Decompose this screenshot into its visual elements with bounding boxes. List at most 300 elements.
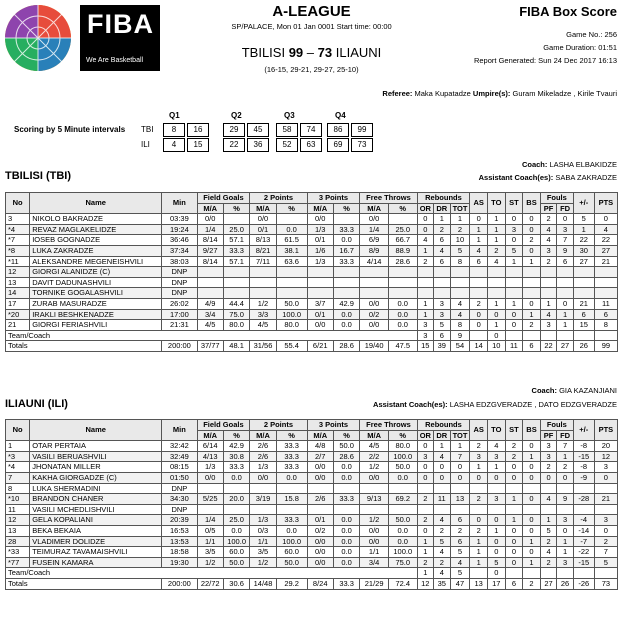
stat-cell: 33.3: [333, 224, 359, 235]
stat-cell: 7: [557, 235, 574, 246]
stat-cell: 1/3: [307, 224, 333, 235]
stat-cell: 20:39: [162, 515, 197, 526]
stat-cell: 1/1: [360, 547, 389, 558]
stat-cell: DNP: [162, 277, 197, 288]
stat-cell: 2: [434, 525, 451, 536]
stat-cell: 1: [505, 515, 523, 526]
team1-title: TBILISI (TBI): [5, 170, 71, 182]
stat-cell: [573, 288, 594, 299]
stat-cell: 0: [505, 235, 523, 246]
player-row: [6, 483, 618, 494]
stat-cell: 5: [450, 547, 470, 558]
stat-cell: 48.1: [223, 341, 249, 352]
stat-cell: 4/13: [197, 451, 223, 462]
stat-cell: 01:50: [162, 472, 197, 483]
stat-cell: 0/0: [307, 320, 333, 331]
stat-cell: 27: [594, 245, 617, 256]
stat-cell: 1/2: [360, 462, 389, 473]
scoring-cell: 69: [327, 138, 349, 152]
player-name: KAKHA GIORGADZE (C): [30, 472, 162, 483]
home-score: 99: [288, 45, 304, 60]
col-subheader: FD: [557, 203, 574, 214]
stat-cell: 2: [540, 462, 557, 473]
stat-cell: [388, 267, 417, 278]
stat-cell: 0/1: [307, 235, 333, 246]
stat-cell: 1: [470, 536, 488, 547]
stat-cell: 60.0: [223, 547, 249, 558]
stat-cell: [223, 504, 249, 515]
stat-cell: 42.9: [333, 298, 359, 309]
stat-cell: [505, 267, 523, 278]
umpires-label: Umpire(s):: [472, 89, 511, 98]
player-row: [6, 224, 618, 235]
scoring-cell: 63: [300, 138, 322, 152]
stat-cell: 1: [470, 547, 488, 558]
stat-cell: 30.8: [223, 451, 249, 462]
assistant-coach-label: Assistant Coach(es):: [373, 400, 448, 409]
col-subheader: M/A: [307, 203, 333, 214]
stat-cell: 8/9: [360, 245, 389, 256]
stat-cell: 21/29: [360, 578, 389, 589]
stat-cell: [540, 568, 557, 579]
stat-cell: [434, 267, 451, 278]
stat-cell: [540, 504, 557, 515]
stat-cell: 0: [523, 441, 541, 452]
stat-cell: [417, 504, 434, 515]
stat-cell: 9/13: [360, 494, 389, 505]
stat-cell: 0: [487, 536, 505, 547]
scoring-team-abbr: TBI: [141, 125, 154, 134]
competition-title: A-LEAGUE: [272, 3, 351, 20]
stat-cell: 2: [540, 536, 557, 547]
stat-cell: 32:49: [162, 451, 197, 462]
stat-cell: 0: [505, 472, 523, 483]
stat-cell: 27: [540, 578, 557, 589]
stat-cell: 1: [487, 224, 505, 235]
stat-cell: [470, 504, 488, 515]
stat-cell: 50.0: [388, 462, 417, 473]
stat-cell: -14: [573, 525, 594, 536]
stat-cell: 0.0: [388, 536, 417, 547]
game-duration: Game Duration: 01:51: [543, 43, 617, 52]
stat-cell: 5: [505, 245, 523, 256]
col-header: Free Throws: [360, 420, 417, 431]
stat-cell: 0/0: [307, 547, 333, 558]
stat-cell: [276, 504, 307, 515]
stat-cell: 0.0: [388, 309, 417, 320]
scoring-team-abbr: ILI: [141, 140, 150, 149]
stat-cell: 6: [450, 515, 470, 526]
stat-cell: 22: [540, 341, 557, 352]
stat-cell: [223, 214, 249, 225]
col-subheader: M/A: [360, 203, 389, 214]
stat-cell: 35: [434, 578, 451, 589]
stat-cell: [470, 483, 488, 494]
stat-cell: 3/19: [250, 494, 276, 505]
stat-cell: 0.0: [333, 309, 359, 320]
scoring-cell: 15: [187, 138, 209, 152]
stat-cell: [388, 288, 417, 299]
stat-cell: -15: [573, 451, 594, 462]
stat-cell: [505, 330, 523, 341]
stat-cell: [434, 504, 451, 515]
stat-cell: [417, 288, 434, 299]
stat-cell: 20: [594, 441, 617, 452]
stat-cell: [223, 288, 249, 299]
stat-cell: 1/2: [197, 557, 223, 568]
stat-cell: 5: [487, 557, 505, 568]
col-subheader: TOT: [450, 430, 470, 441]
stat-cell: [250, 483, 276, 494]
stat-cell: 50.0: [276, 298, 307, 309]
stat-cell: [470, 568, 488, 579]
player-name: GELA KOPALIANI: [30, 515, 162, 526]
stat-cell: [470, 267, 488, 278]
player-number: *4: [6, 462, 30, 473]
team2-box-table: [5, 419, 618, 590]
stat-cell: [594, 277, 617, 288]
stat-cell: 2: [540, 214, 557, 225]
player-row: [6, 536, 618, 547]
stat-cell: [573, 483, 594, 494]
player-name: JHONATAN MILLER: [30, 462, 162, 473]
away-score: 73: [317, 45, 333, 60]
stat-cell: 1: [417, 245, 434, 256]
stat-cell: 4/5: [360, 441, 389, 452]
totals-label: Totals: [6, 341, 162, 352]
stat-cell: 3: [434, 298, 451, 309]
totals-label: Totals: [6, 578, 162, 589]
stat-cell: 26:02: [162, 298, 197, 309]
stat-cell: 50.0: [223, 557, 249, 568]
stat-cell: 2: [417, 256, 434, 267]
stat-cell: 21: [594, 256, 617, 267]
stat-cell: -4: [573, 515, 594, 526]
stat-cell: [250, 504, 276, 515]
stat-cell: 1/2: [360, 515, 389, 526]
stat-cell: 1: [417, 309, 434, 320]
stat-cell: 3: [540, 451, 557, 462]
stat-cell: 1/6: [307, 245, 333, 256]
stat-cell: 0: [594, 472, 617, 483]
player-name: REVAZ MAGLAKELIDZE: [30, 224, 162, 235]
stat-cell: 4/14: [360, 256, 389, 267]
stat-cell: -8: [573, 462, 594, 473]
stat-cell: 28.6: [333, 451, 359, 462]
stat-cell: [307, 277, 333, 288]
player-name: VLADIMER DOLIDZE: [30, 536, 162, 547]
stat-cell: 0: [505, 462, 523, 473]
stat-cell: 3: [487, 494, 505, 505]
stat-cell: 0.0: [333, 515, 359, 526]
stat-cell: 0.0: [276, 472, 307, 483]
player-row: [6, 309, 618, 320]
stat-cell: 9: [450, 330, 470, 341]
player-number: 28: [6, 536, 30, 547]
stat-cell: [540, 483, 557, 494]
player-row: [6, 504, 618, 515]
player-name: TEIMURAZ TAVAMAISHVILI: [30, 547, 162, 558]
player-row: [6, 441, 618, 452]
stat-cell: 6: [573, 309, 594, 320]
stat-cell: 0: [540, 472, 557, 483]
player-number: 13: [6, 525, 30, 536]
player-number: 21: [6, 320, 30, 331]
col-subheader: TOT: [450, 203, 470, 214]
stat-cell: 2: [434, 224, 451, 235]
stat-cell: 0: [417, 462, 434, 473]
stat-cell: 0/0: [307, 472, 333, 483]
stat-cell: [523, 288, 541, 299]
stat-cell: 0: [505, 320, 523, 331]
player-name: FUSEIN KAMARA: [30, 557, 162, 568]
stat-cell: 1: [434, 441, 451, 452]
stat-cell: 0/0: [360, 536, 389, 547]
stat-cell: [388, 214, 417, 225]
stat-cell: DNP: [162, 267, 197, 278]
stat-cell: 2: [417, 557, 434, 568]
stat-cell: 5/25: [197, 494, 223, 505]
stat-cell: 4/5: [250, 320, 276, 331]
stat-cell: 18:58: [162, 547, 197, 558]
col-subheader: M/A: [360, 430, 389, 441]
stat-cell: [223, 277, 249, 288]
stat-cell: 0/1: [307, 515, 333, 526]
stat-cell: 27: [573, 256, 594, 267]
stat-cell: 2/6: [307, 494, 333, 505]
stat-cell: 1: [557, 320, 574, 331]
stat-cell: 6: [557, 256, 574, 267]
col-subheader: DR: [434, 203, 451, 214]
fiba-tagline: We Are Basketball: [86, 57, 144, 64]
stat-cell: 0: [523, 224, 541, 235]
stat-cell: 6: [594, 309, 617, 320]
col-header: Name: [30, 193, 162, 214]
col-header: Fouls: [540, 420, 573, 431]
stat-cell: 5: [573, 214, 594, 225]
stat-cell: 0.0: [333, 235, 359, 246]
stat-cell: 0/1: [250, 224, 276, 235]
stat-cell: 4: [450, 557, 470, 568]
stat-cell: -26: [573, 578, 594, 589]
stat-cell: 03:39: [162, 214, 197, 225]
stat-cell: 4: [487, 256, 505, 267]
stat-cell: 60.0: [276, 547, 307, 558]
stat-cell: 72.4: [388, 578, 417, 589]
stat-cell: 0/0: [250, 472, 276, 483]
stat-cell: 1: [540, 298, 557, 309]
stat-cell: 1/3: [250, 462, 276, 473]
officials-line: [382, 89, 617, 98]
stat-cell: 33.3: [223, 462, 249, 473]
stat-cell: 0/0: [307, 557, 333, 568]
stat-cell: 1: [573, 224, 594, 235]
stat-cell: [573, 504, 594, 515]
stat-cell: 1: [470, 462, 488, 473]
away-team-name: ILIAUNI: [335, 45, 382, 60]
stat-cell: 3: [594, 515, 617, 526]
col-subheader: %: [223, 430, 249, 441]
stat-cell: 0/1: [307, 309, 333, 320]
stat-cell: [573, 277, 594, 288]
stat-cell: 25.0: [388, 224, 417, 235]
team1-box-table: [5, 192, 618, 352]
scoring-cell: 73: [351, 138, 373, 152]
player-row: [6, 267, 618, 278]
stat-cell: 1: [557, 309, 574, 320]
stat-cell: 4: [540, 235, 557, 246]
stat-cell: 5: [434, 320, 451, 331]
stat-cell: 2: [505, 441, 523, 452]
stat-cell: 0: [594, 525, 617, 536]
stat-cell: 0/0: [307, 214, 333, 225]
stat-cell: 1: [487, 525, 505, 536]
stat-cell: [223, 483, 249, 494]
stat-cell: [250, 267, 276, 278]
stat-cell: [276, 288, 307, 299]
stat-cell: DNP: [162, 504, 197, 515]
stat-cell: 1: [434, 214, 451, 225]
stat-cell: [307, 483, 333, 494]
stat-cell: 1: [450, 441, 470, 452]
player-name: ALEKSANDRE MEGENEISHVILI: [30, 256, 162, 267]
stat-cell: 50.0: [333, 441, 359, 452]
stat-cell: 0/2: [360, 309, 389, 320]
stat-cell: [523, 504, 541, 515]
stat-cell: [487, 277, 505, 288]
stat-cell: 4: [434, 451, 451, 462]
player-number: 12: [6, 515, 30, 526]
stat-cell: [250, 277, 276, 288]
referee-label: Referee:: [382, 89, 413, 98]
player-name: BRANDON CHANER: [30, 494, 162, 505]
stat-cell: 3: [487, 451, 505, 462]
stat-cell: 3/7: [307, 298, 333, 309]
stat-cell: 21:31: [162, 320, 197, 331]
stat-cell: [307, 267, 333, 278]
stat-cell: [333, 277, 359, 288]
col-header: BS: [523, 420, 541, 441]
stat-cell: 8/21: [250, 245, 276, 256]
team-coach-row: [6, 568, 618, 579]
stat-cell: 0: [450, 462, 470, 473]
stat-cell: 33.3: [276, 441, 307, 452]
stat-cell: [594, 330, 617, 341]
player-row: [6, 515, 618, 526]
stat-cell: 2: [470, 441, 488, 452]
stat-cell: 100.0: [388, 451, 417, 462]
stat-cell: -8: [573, 441, 594, 452]
stat-cell: 2: [417, 515, 434, 526]
stat-cell: 1: [487, 320, 505, 331]
stat-cell: 4: [487, 441, 505, 452]
stat-cell: 1: [540, 515, 557, 526]
stat-cell: 1: [470, 224, 488, 235]
player-number: *4: [6, 224, 30, 235]
col-header: Field Goals: [197, 420, 250, 431]
stat-cell: [540, 277, 557, 288]
col-header: AS: [470, 420, 488, 441]
report-generated: Report Generated: Sun 24 Dec 2017 16:13: [473, 56, 617, 65]
stat-cell: 31/56: [250, 341, 276, 352]
stat-cell: 2: [557, 462, 574, 473]
col-subheader: %: [333, 430, 359, 441]
stat-cell: 1/3: [307, 256, 333, 267]
player-name: LUKA SHERMADINI: [30, 483, 162, 494]
col-subheader: M/A: [307, 430, 333, 441]
scoring-cell: 99: [351, 123, 373, 137]
col-subheader: %: [276, 430, 307, 441]
col-subheader: %: [388, 430, 417, 441]
stat-cell: 0: [470, 320, 488, 331]
col-header: Min: [162, 193, 197, 214]
col-header: BS: [523, 193, 541, 214]
stat-cell: 33.3: [333, 256, 359, 267]
col-header: Free Throws: [360, 193, 417, 204]
coach-label: Coach:: [521, 160, 548, 169]
stat-cell: 6: [523, 341, 541, 352]
stat-cell: 6: [434, 235, 451, 246]
player-row: [6, 557, 618, 568]
fiba-wordmark-text: FIBA: [87, 9, 154, 39]
player-number: *7: [6, 235, 30, 246]
stat-cell: [333, 288, 359, 299]
col-subheader: %: [388, 203, 417, 214]
player-name: LUKA ZAKRADZE: [30, 245, 162, 256]
col-header: ST: [505, 193, 523, 214]
stat-cell: [573, 267, 594, 278]
stat-cell: DNP: [162, 483, 197, 494]
quarter-header: Q2: [231, 111, 242, 120]
stat-cell: 3: [594, 462, 617, 473]
col-subheader: %: [223, 203, 249, 214]
player-number: 1: [6, 441, 30, 452]
stat-cell: 1: [450, 214, 470, 225]
stat-cell: [450, 277, 470, 288]
stat-cell: 6: [434, 330, 451, 341]
stat-cell: 0: [417, 472, 434, 483]
player-row: [6, 288, 618, 299]
stat-cell: 33.3: [276, 462, 307, 473]
stat-cell: [523, 568, 541, 579]
stat-cell: -15: [573, 557, 594, 568]
stat-cell: 200:00: [162, 341, 197, 352]
player-name: DAVIT DADUNASHVILI: [30, 277, 162, 288]
stat-cell: 26: [573, 341, 594, 352]
stat-cell: 7: [450, 451, 470, 462]
col-subheader: M/A: [250, 430, 276, 441]
stat-cell: 3: [417, 320, 434, 331]
col-subheader: PF: [540, 430, 557, 441]
player-row: [6, 320, 618, 331]
col-header: Fouls: [540, 193, 573, 204]
scoring-cell: 8: [163, 123, 185, 137]
col-header: PTS: [594, 193, 617, 214]
player-row: [6, 462, 618, 473]
stat-cell: 0/0: [197, 214, 223, 225]
stat-cell: 11: [434, 494, 451, 505]
stat-cell: [470, 277, 488, 288]
stat-cell: 0.0: [333, 525, 359, 536]
stat-cell: [557, 504, 574, 515]
stat-cell: 13: [470, 578, 488, 589]
team-coach-row: [6, 330, 618, 341]
stat-cell: 0: [487, 330, 505, 341]
stat-cell: 0: [523, 525, 541, 536]
stat-cell: 1: [487, 214, 505, 225]
scoring-cell: 22: [223, 138, 245, 152]
player-row: [6, 472, 618, 483]
